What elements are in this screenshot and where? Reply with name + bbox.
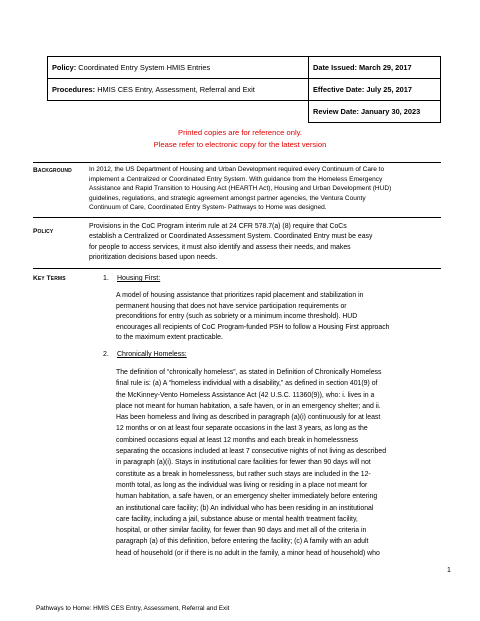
procedures-value: HMIS CES Entry, Assessment, Referral and Exit	[95, 85, 255, 94]
definition-line: constitute as a break in homelessness, but rather such stays are included in the 12-	[116, 470, 371, 478]
policy-line: prioritization decisions based upon needs.	[89, 254, 218, 262]
definition-line: The definition of “chronically homeless”, as stated in Definition of Chronically Homeless	[116, 369, 382, 376]
definition-line: paragraph (a) of this definition, before entering the facility; (c) A family with an adult	[116, 538, 369, 546]
definition-line: the McKinney-Vento Homeless Assistance Act (42 U.S.C. 11360(9)), who: i. lives in a	[116, 391, 375, 399]
empty-cell	[48, 101, 309, 123]
divider	[33, 268, 441, 269]
term-number: 2.	[103, 351, 109, 358]
term-title-housing-first: Housing First:	[117, 275, 161, 282]
definition-line: 12 months or on at least four separate occasions in the last 3 years, as long as the	[116, 425, 368, 433]
definition-line: combined occasions equal at least 12 months and each break in homelessness	[116, 436, 359, 444]
notice-line-1: Printed copies are for reference only.	[178, 128, 302, 137]
definition-line: head of household (or if there is no adult in the family, a minor head of household) who	[116, 549, 380, 557]
definition-line: to the maximum extent practicable.	[116, 334, 223, 341]
background-label: Background	[33, 167, 72, 174]
divider	[33, 162, 441, 163]
definition-line: hospital, or other similar facility, for fewer than 90 days and met all of the criteria in	[116, 527, 367, 535]
notice-line-2: Please refer to electronic copy for the latest version	[153, 140, 327, 149]
background-line: implement a Centralized or Coordinated Entry System. With guidance from the Homeless Emergency	[89, 175, 383, 183]
policy-line: for people to access services, it must also identify and assess their needs, and makes	[89, 243, 351, 251]
definition-line: separating the occasions included at least 7 consecutive nights of not living as described	[116, 448, 387, 456]
footer-text: Pathways to Home: HMIS CES Entry, Assessment, Referral and Exit	[36, 605, 230, 612]
definition-line: an institutional care facility; (b) An individual who has been residing in an institutional	[116, 504, 374, 512]
policy-section-label: Policy	[33, 228, 54, 235]
policy-value: Coordinated Entry System HMIS Entries	[76, 63, 211, 72]
chronically-homeless-definition	[116, 367, 386, 559]
policy-line: establish a Centralized or Coordinated Assessment System. Coordinated Entry must be easy	[89, 233, 373, 241]
definition-line: care facility, including a jail, substance abuse or mental health treatment facility,	[116, 515, 358, 523]
definition-line: preconditions for entry (such as sobriety or a minimum income threshold). HUD	[116, 313, 358, 320]
procedures-cell	[48, 79, 309, 101]
definition-line: Has been homeless and living as described in paragraph (a)(i) continuously for at least	[116, 414, 381, 422]
policy-cell	[48, 57, 309, 79]
review-date-cell	[309, 101, 441, 123]
background-line: guidelines, regulations, and strategic agreement amongst partner agencies, the Ventura County	[89, 194, 366, 202]
page-number: 1	[447, 567, 451, 574]
housing-first-definition	[116, 291, 389, 344]
key-terms-label: Key Terms	[33, 275, 66, 282]
effective-date: Effective Date: July 25, 2017	[313, 85, 413, 94]
definition-line: in paragraph (a)(i). Stays in institutional care facilities for fewer than 90 days will not	[116, 459, 371, 467]
divider	[33, 217, 441, 218]
definition-line: A model of housing assistance that prioritizes rapid placement and stabilization in	[116, 292, 364, 299]
background-line: In 2012, the US Department of Housing and Urban Development required every Continuum of Care to	[89, 166, 385, 173]
definition-line: permanent housing that does not have service participation requirements or	[116, 302, 347, 310]
term-number: 1.	[103, 275, 109, 282]
definition-line: final rule is: (a) A “homeless individual with a disability,” as defined in section 401(9) of	[116, 380, 378, 388]
procedures-label: Procedures:	[52, 85, 96, 94]
background-text	[89, 165, 391, 213]
policy-text	[89, 222, 372, 264]
definition-line: encourages all recipients of CoC Program-funded PSH to follow a Housing First approach	[116, 323, 390, 331]
definition-line: month total, as long as the individual was living or residing in a place not meant for	[116, 481, 368, 489]
review-date: Review Date: January 30, 2023	[313, 107, 421, 116]
date-issued-cell	[309, 57, 441, 79]
policy-label: Policy:	[52, 63, 77, 72]
date-issued: Date Issued: March 29, 2017	[313, 63, 412, 72]
document-header-table	[47, 56, 441, 123]
background-line: Assistance and Rapid Transition to Housing Act (HEARTH Act), Housing and Urban Development (HUD)	[89, 185, 392, 193]
definition-line: human habitation, a safe haven, or an emergency shelter immediately before entering	[116, 493, 378, 501]
background-line: Continuum of Care, Coordinated Entry System- Pathways to Home was designed.	[89, 204, 327, 212]
term-title-chronically-homeless: Chronically Homeless:	[117, 351, 187, 358]
effective-date-cell	[309, 79, 441, 101]
definition-line: place not meant for human habitation, a safe haven, or in an emergency shelter; and ii.	[116, 402, 381, 410]
policy-line: Provisions in the CoC Program interim rule at 24 CFR 578.7(a) (8) require that CoCs	[89, 223, 347, 230]
